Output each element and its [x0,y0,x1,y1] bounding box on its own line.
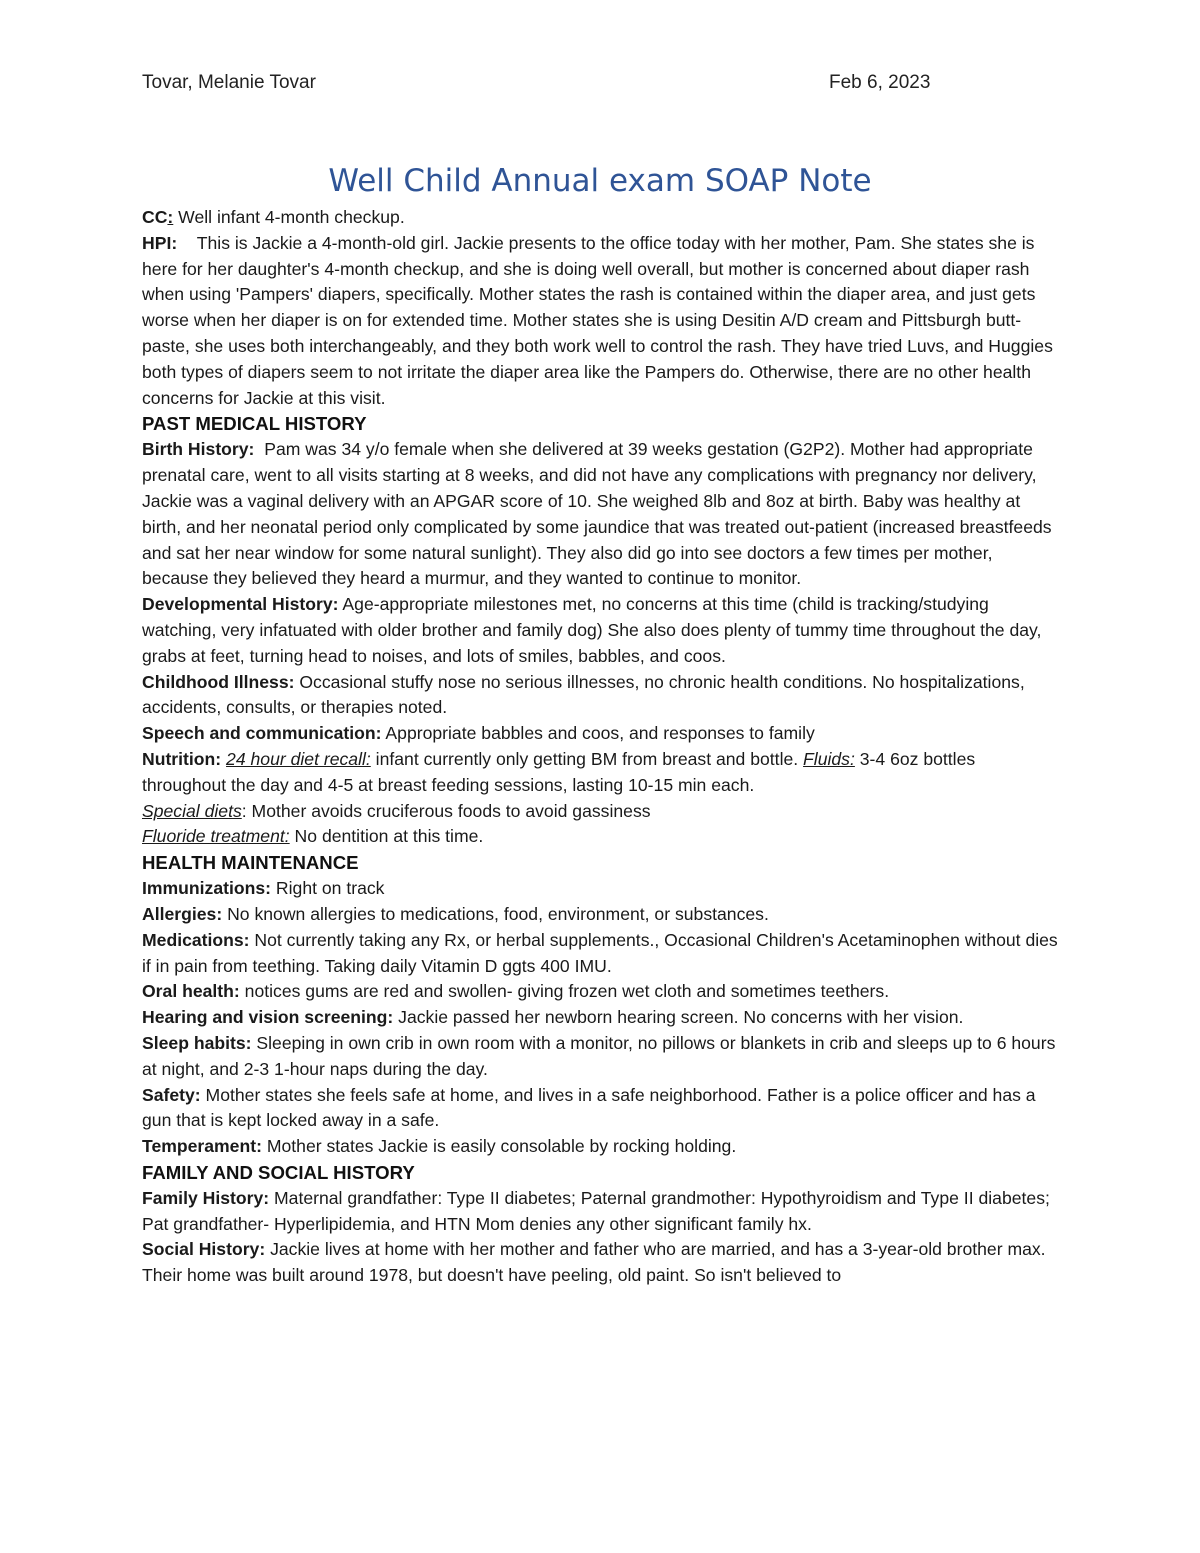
hpi-paragraph [142,231,1062,412]
cc-label: CC: [142,207,174,227]
patient-name: Tovar, Melanie Tovar [142,72,316,93]
note-body [142,205,1062,1289]
hpi-text: This is Jackie a 4-month-old girl. Jackie presents to the office today with her mother, Pam. She states she is here for her daughter's 4-month checkup, and she is doing well overall, but mother is concerned about diaper rash when using 'Pampers' diapers, specifically. Mother states the rash is contained within the diaper area, and just gets worse when her diaper is on for extended time. Mother states she is using Desitin A/D cream and Pittsburgh butt-paste, she uses both interchangeably, and they both work well to control the rash. They have tried Luvs, and Huggies both types of diapers seem to not irritate the diaper area like the Pampers do. Otherwise, there are no other health concerns for Jackie at this visit. [142,232,1053,408]
childhood-illness: Childhood Illness: Occasional stuffy nose no serious illnesses, no chronic health conditions. No hospitalizations, accidents, consults, or therapies noted. [142,671,1025,718]
hm-safety: Safety: Mother states she feels safe at home, and lives in a safe neighborhood. Father is a police officer and has a gun that is kept locked away in a safe. [142,1084,1036,1131]
family-history: Family History: Maternal grandfather: Type II diabetes; Paternal grandmother: Hypothyroidism and Type II diabetes; Pat grandfather- Hyperlipidemia, and HTN Mom denies any other significant family hx. [142,1187,1050,1234]
birth-history: Birth History: Pam was 34 y/o female when she delivered at 39 weeks gestation (G2P2). Mother had appropriate prenatal care, went to all visits starting at 8 weeks, and did not have any complications with pregnancy nor delivery, Jackie was a vaginal delivery with an APGAR score of 10. She weighed 8lb and 8oz at birth. Baby was healthy at birth, and her neonatal period only complicated by some jaundice that was treated out-patient (increased breastfeeds and sat her near window for some natural sunlight). They also did go into see doctors a few times per mother, because they believed they heard a murmur, and they wanted to continue to monitor. [142,439,1052,589]
social-history: Social History: Jackie lives at home with her mother and father who are married, and has a 3-year-old brother max. Their home was built around 1978, but doesn't have peeling, old paint. So isn't believed to [142,1239,1046,1286]
section-heading-hm: HEALTH MAINTENANCE [142,852,359,874]
cc-text: Well infant 4-month checkup. [173,207,405,227]
section-heading-fsh: FAMILY AND SOCIAL HISTORY [142,1161,415,1183]
hm-temperament: Temperament: Mother states Jackie is easily consolable by rocking holding. [142,1136,737,1157]
hm-sleep-habits: Sleep habits: Sleeping in own crib in own room with a monitor, no pillows or blankets in crib and sleeps up to 6 hours at night, and 2-3 1-hour naps during the day. [142,1032,1056,1079]
hpi-label: HPI: [142,232,178,253]
nutrition: Nutrition: 24 hour diet recall: infant currently only getting BM from breast and bottle. Fluids: 3-4 6oz bottles throughout the day and 4-5 at breast feeding sessions, lasting 10-15 min each. [142,748,976,795]
page-title: Well Child Annual exam SOAP Note [328,163,872,199]
hm-allergies: Allergies: No known allergies to medications, food, environment, or substances. [142,903,769,924]
section-heading-pmh: PAST MEDICAL HISTORY [142,413,367,435]
cc-line [142,205,1062,231]
hm-immunizations: Immunizations: Right on track [142,878,385,899]
speech-communication: Speech and communication: Appropriate babbles and coos, and responses to family [142,723,815,744]
hm-hearing-vision: Hearing and vision screening: Jackie passed her newborn hearing screen. No concerns with her vision. [142,1007,964,1028]
note-date: Feb 6, 2023 [829,72,931,93]
hm-oral-health: Oral health: notices gums are red and swollen- giving frozen wet cloth and sometimes teethers. [142,981,890,1002]
developmental-history: Developmental History: Age-appropriate milestones met, no concerns at this time (child is tracking/studying watching, very infatuated with older brother and family dog) She also does plenty of tummy time throughout the day, grabs at feet, turning head to noises, and lots of smiles, babbles, and coos. [142,594,1042,666]
special-diets: Special diets: Mother avoids cruciferous foods to avoid gassiness [142,800,651,821]
fluoride-treatment: Fluoride treatment: No dentition at this time. [142,826,484,847]
hm-medications: Medications: Not currently taking any Rx, or herbal supplements., Occasional Children's Acetaminophen without dies if in pain from teething. Taking daily Vitamin D ggts 400 IMU. [142,929,1058,976]
